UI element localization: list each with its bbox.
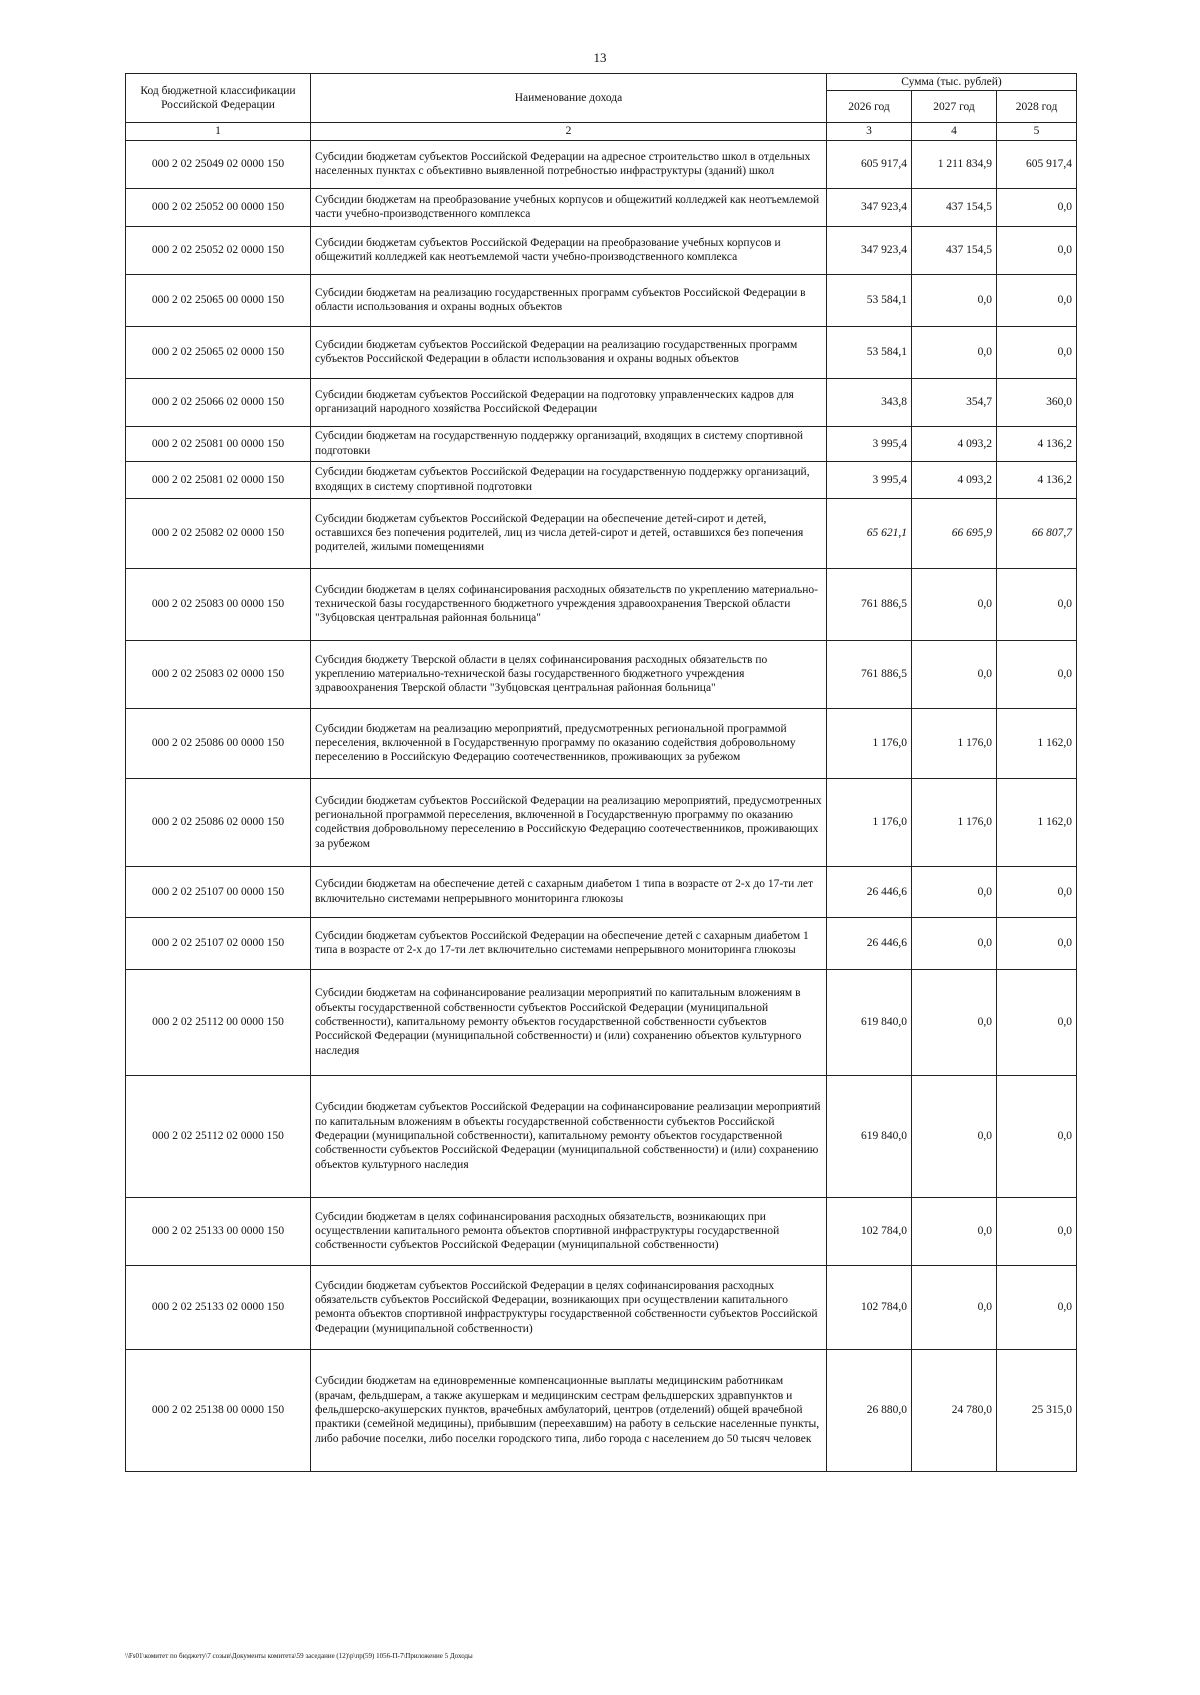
amount-2027-cell: 437 154,5 xyxy=(912,188,997,226)
budget-code-cell: 000 2 02 25083 02 0000 150 xyxy=(126,640,311,708)
amount-2027-cell: 0,0 xyxy=(912,1197,997,1265)
budget-code-cell: 000 2 02 25133 00 0000 150 xyxy=(126,1197,311,1265)
budget-code-cell: 000 2 02 25112 02 0000 150 xyxy=(126,1075,311,1197)
amount-2026-cell: 102 784,0 xyxy=(827,1265,912,1349)
amount-2027-cell: 0,0 xyxy=(912,568,997,640)
page-number: 13 xyxy=(593,50,607,65)
revenue-name-cell: Субсидии бюджетам субъектов Российской Федерации на реализацию государственных программ субъектов Российской Федерации в области использования и охраны водных объектов xyxy=(311,326,827,378)
revenue-name-cell: Субсидии бюджетам в целях софинансирования расходных обязательств, возникающих при осуществлении капитального ремонта объектов спортивной инфраструктуры государственной собственности субъектов Российской Федерации (муниципальной собственности) xyxy=(311,1197,827,1265)
amount-2026-cell: 619 840,0 xyxy=(827,969,912,1075)
budget-code-cell: 000 2 02 25065 00 0000 150 xyxy=(126,274,311,326)
revenue-name-cell: Субсидии бюджетам субъектов Российской Федерации на реализацию мероприятий, предусмотренных региональной программой переселения, включенной в Государственную программу по оказанию содействия добровольному переселению в Российскую Федерацию соотечественников, проживающих за рубежом xyxy=(311,778,827,866)
amount-2027-cell: 66 695,9 xyxy=(912,498,997,568)
amount-2026-cell: 26 880,0 xyxy=(827,1349,912,1471)
amount-2026-cell: 347 923,4 xyxy=(827,188,912,226)
amount-2027-cell: 24 780,0 xyxy=(912,1349,997,1471)
amount-2027-cell: 0,0 xyxy=(912,1265,997,1349)
amount-2028-cell: 4 136,2 xyxy=(997,426,1077,461)
table-header xyxy=(126,74,1077,141)
amount-2026-cell: 343,8 xyxy=(827,378,912,426)
revenue-name-cell: Субсидии бюджетам субъектов Российской Федерации на обеспечение детей-сирот и детей, оставшихся без попечения родителей, лиц из числа детей-сирот и детей, оставшихся без попечения родителей, жилыми помещениями xyxy=(311,498,827,568)
table-row xyxy=(126,140,1077,188)
revenue-name-cell: Субсидии бюджетам на государственную поддержку организаций, входящих в систему спортивной подготовки xyxy=(311,426,827,461)
table-row xyxy=(126,378,1077,426)
budget-code-cell: 000 2 02 25065 02 0000 150 xyxy=(126,326,311,378)
budget-code-cell: 000 2 02 25133 02 0000 150 xyxy=(126,1265,311,1349)
amount-2028-cell: 0,0 xyxy=(997,1265,1077,1349)
revenue-name-cell: Субсидии бюджетам субъектов Российской Федерации на подготовку управленческих кадров для организаций народного хозяйства Российской Федерации xyxy=(311,378,827,426)
budget-code-cell: 000 2 02 25066 02 0000 150 xyxy=(126,378,311,426)
table-row xyxy=(126,1265,1077,1349)
revenue-name-cell: Субсидии бюджетам на софинансирование реализации мероприятий по капитальным вложениям в объекты государственной собственности субъектов Российской Федерации (муниципальной собственности), капитальному ремонту объектов государственной собственности субъектов Российской Федерации (муниципальной собственности) и (или) сохранению объектов культурного наследия xyxy=(311,969,827,1075)
amount-2027-cell: 0,0 xyxy=(912,326,997,378)
amount-2028-cell: 0,0 xyxy=(997,1075,1077,1197)
table-row xyxy=(126,498,1077,568)
amount-2026-cell: 347 923,4 xyxy=(827,226,912,274)
table-row xyxy=(126,568,1077,640)
table-row xyxy=(126,226,1077,274)
amount-2028-cell: 0,0 xyxy=(997,326,1077,378)
revenue-name-cell: Субсидии бюджетам на реализацию мероприятий, предусмотренных региональной программой переселения, включенной в Государственную программу по оказанию содействия добровольному переселению в Российскую Федерацию соотечественников, проживающих за рубежом xyxy=(311,708,827,778)
revenue-name-cell: Субсидии бюджетам на преобразование учебных корпусов и общежитий колледжей как неотъемлемой части учебно-производственного комплекса xyxy=(311,188,827,226)
col-number-1: 1 xyxy=(126,123,311,140)
col-number-4: 4 xyxy=(912,123,997,140)
revenue-name-cell: Субсидии бюджетам субъектов Российской Федерации на обеспечение детей с сахарным диабетом 1 типа в возрасте от 2-х до 17-ти лет включительно системами непрерывного мониторинга глюкозы xyxy=(311,917,827,969)
year-2027-header: 2027 год xyxy=(912,91,997,123)
amount-2028-cell: 0,0 xyxy=(997,917,1077,969)
amount-2028-cell: 360,0 xyxy=(997,378,1077,426)
amount-2026-cell: 3 995,4 xyxy=(827,461,912,498)
budget-code-cell: 000 2 02 25107 02 0000 150 xyxy=(126,917,311,969)
amount-2027-cell: 437 154,5 xyxy=(912,226,997,274)
amount-2026-cell: 102 784,0 xyxy=(827,1197,912,1265)
code-column-header: Код бюджетной классификации Российской Федерации xyxy=(126,74,311,123)
amount-2026-cell: 619 840,0 xyxy=(827,1075,912,1197)
amount-2028-cell: 605 917,4 xyxy=(997,140,1077,188)
amount-2026-cell: 605 917,4 xyxy=(827,140,912,188)
table-row xyxy=(126,188,1077,226)
revenue-name-cell: Субсидии бюджетам субъектов Российской Федерации на адресное строительство школ в отдельных населенных пунктах с объективно выявленной потребностью инфраструктуры (зданий) школ xyxy=(311,140,827,188)
amount-2027-cell: 0,0 xyxy=(912,1075,997,1197)
budget-code-cell: 000 2 02 25081 00 0000 150 xyxy=(126,426,311,461)
table-row xyxy=(126,461,1077,498)
amount-2027-cell: 0,0 xyxy=(912,917,997,969)
amount-2027-cell: 4 093,2 xyxy=(912,461,997,498)
amount-2026-cell: 1 176,0 xyxy=(827,778,912,866)
amount-2028-cell: 0,0 xyxy=(997,969,1077,1075)
table-row xyxy=(126,866,1077,917)
table-row xyxy=(126,1197,1077,1265)
amount-2028-cell: 0,0 xyxy=(997,1197,1077,1265)
name-column-header: Наименование дохода xyxy=(311,74,827,123)
revenue-name-cell: Субсидии бюджетам на единовременные компенсационные выплаты медицинским работникам (врачам, фельдшерам, а также акушеркам и медицинским сестрам фельдшерских здравпунктов и фельдшерско-акушерских пунктов, врачебных амбулаторий, центров (отделений) общей врачебной практики (семейной медицины), прибывшим (переехавшим) на работу в сельские населенные пункты, либо рабочие поселки, либо поселки городского типа, либо города с населением до 50 тысяч человек xyxy=(311,1349,827,1471)
amount-2027-cell: 1 176,0 xyxy=(912,708,997,778)
amount-2026-cell: 53 584,1 xyxy=(827,274,912,326)
table-row xyxy=(126,1349,1077,1471)
col-number-5: 5 xyxy=(997,123,1077,140)
amount-2028-cell: 0,0 xyxy=(997,568,1077,640)
table-row xyxy=(126,708,1077,778)
amount-2027-cell: 0,0 xyxy=(912,969,997,1075)
amount-2027-cell: 1 211 834,9 xyxy=(912,140,997,188)
amount-2028-cell: 0,0 xyxy=(997,866,1077,917)
amount-2027-cell: 0,0 xyxy=(912,640,997,708)
revenue-table xyxy=(125,73,1077,1472)
amount-2028-cell: 4 136,2 xyxy=(997,461,1077,498)
amount-2026-cell: 3 995,4 xyxy=(827,426,912,461)
year-2028-header: 2028 год xyxy=(997,91,1077,123)
amount-2026-cell: 761 886,5 xyxy=(827,640,912,708)
revenue-name-cell: Субсидии бюджетам на обеспечение детей с сахарным диабетом 1 типа в возрасте от 2-х до 17-ти лет включительно системами непрерывного мониторинга глюкозы xyxy=(311,866,827,917)
amount-2028-cell: 66 807,7 xyxy=(997,498,1077,568)
table-row xyxy=(126,426,1077,461)
amount-2027-cell: 354,7 xyxy=(912,378,997,426)
budget-code-cell: 000 2 02 25081 02 0000 150 xyxy=(126,461,311,498)
amount-2026-cell: 65 621,1 xyxy=(827,498,912,568)
amount-2026-cell: 26 446,6 xyxy=(827,917,912,969)
year-2026-header: 2026 год xyxy=(827,91,912,123)
budget-code-cell: 000 2 02 25112 00 0000 150 xyxy=(126,969,311,1075)
amount-2028-cell: 25 315,0 xyxy=(997,1349,1077,1471)
revenue-name-cell: Субсидии бюджетам в целях софинансирования расходных обязательств по укреплению материально-технической базы государственного бюджетного учреждения здравоохранения Тверской области "Зубцовская центральная районная больница" xyxy=(311,568,827,640)
amount-2028-cell: 0,0 xyxy=(997,640,1077,708)
revenue-name-cell: Субсидии бюджетам субъектов Российской Федерации на преобразование учебных корпусов и общежитий колледжей как неотъемлемой части учебно-производственного комплекса xyxy=(311,226,827,274)
amount-2026-cell: 53 584,1 xyxy=(827,326,912,378)
revenue-name-cell: Субсидия бюджету Тверской области в целях софинансирования расходных обязательств по укреплению материально-технической базы государственного бюджетного учреждения здравоохранения Тверской области "Зубцовская центральная районная больница" xyxy=(311,640,827,708)
amount-2028-cell: 1 162,0 xyxy=(997,708,1077,778)
budget-code-cell: 000 2 02 25049 02 0000 150 xyxy=(126,140,311,188)
amount-2026-cell: 761 886,5 xyxy=(827,568,912,640)
amount-2028-cell: 0,0 xyxy=(997,226,1077,274)
revenue-name-cell: Субсидии бюджетам на реализацию государственных программ субъектов Российской Федерации в области использования и охраны водных объектов xyxy=(311,274,827,326)
table-row xyxy=(126,778,1077,866)
budget-code-cell: 000 2 02 25138 00 0000 150 xyxy=(126,1349,311,1471)
budget-code-cell: 000 2 02 25086 02 0000 150 xyxy=(126,778,311,866)
revenue-name-cell: Субсидии бюджетам субъектов Российской Федерации на софинансирование реализации мероприятий по капитальным вложениям в объекты государственной собственности субъектов Российской Федерации (муниципальной собственности), капитальному ремонту объектов государственной собственности субъектов Российской Федерации (муниципальной собственности) и (или) сохранению объектов культурного наследия xyxy=(311,1075,827,1197)
amount-2027-cell: 0,0 xyxy=(912,866,997,917)
budget-code-cell: 000 2 02 25052 02 0000 150 xyxy=(126,226,311,274)
amount-2027-cell: 1 176,0 xyxy=(912,778,997,866)
budget-code-cell: 000 2 02 25082 02 0000 150 xyxy=(126,498,311,568)
table-row xyxy=(126,326,1077,378)
amount-2027-cell: 4 093,2 xyxy=(912,426,997,461)
amount-2026-cell: 26 446,6 xyxy=(827,866,912,917)
sum-column-header: Сумма (тыс. рублей) xyxy=(827,74,1077,91)
amount-2026-cell: 1 176,0 xyxy=(827,708,912,778)
table-row xyxy=(126,640,1077,708)
amount-2027-cell: 0,0 xyxy=(912,274,997,326)
table-body xyxy=(126,140,1077,1471)
table-row xyxy=(126,1075,1077,1197)
budget-code-cell: 000 2 02 25052 00 0000 150 xyxy=(126,188,311,226)
table-row xyxy=(126,917,1077,969)
revenue-name-cell: Субсидии бюджетам субъектов Российской Федерации в целях софинансирования расходных обязательств субъектов Российской Федерации, возникающих при осуществлении капитального ремонта объектов спортивной инфраструктуры государственной собственности субъектов Российской Федерации (муниципальной собственности) xyxy=(311,1265,827,1349)
file-path-footer: \\Fs01\комитет по бюджету\7 созыв\Документы комитета\59 заседание (12)\р\пр(59) 1056-П-7\Приложение 5 Доходы xyxy=(125,1652,473,1660)
amount-2028-cell: 1 162,0 xyxy=(997,778,1077,866)
col-number-2: 2 xyxy=(311,123,827,140)
budget-code-cell: 000 2 02 25086 00 0000 150 xyxy=(126,708,311,778)
budget-code-cell: 000 2 02 25083 00 0000 150 xyxy=(126,568,311,640)
table-row xyxy=(126,274,1077,326)
col-number-3: 3 xyxy=(827,123,912,140)
amount-2028-cell: 0,0 xyxy=(997,274,1077,326)
table-row xyxy=(126,969,1077,1075)
budget-code-cell: 000 2 02 25107 00 0000 150 xyxy=(126,866,311,917)
amount-2028-cell: 0,0 xyxy=(997,188,1077,226)
revenue-name-cell: Субсидии бюджетам субъектов Российской Федерации на государственную поддержку организаций, входящих в систему спортивной подготовки xyxy=(311,461,827,498)
